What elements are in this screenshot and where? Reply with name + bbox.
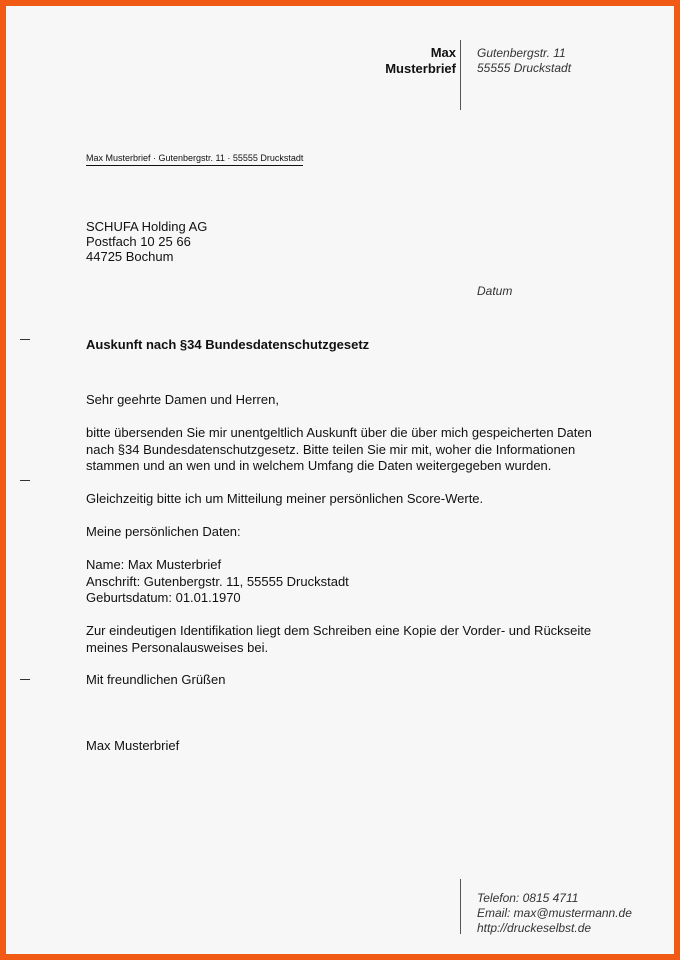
paragraph-identification (86, 623, 606, 656)
sender-address (477, 46, 571, 76)
paragraph-personal-data-heading: Meine persönlichen Daten: (86, 524, 241, 539)
paragraph-request (86, 425, 606, 475)
signature-name: Max Musterbrief (86, 738, 180, 753)
footer-email: Email: max@mustermann.de (477, 906, 632, 920)
return-address-line: Max Musterbrief · Gutenbergstr. 11 · 55555 Druckstadt (86, 153, 303, 166)
paragraph-line: meines Personalausweises bei. (86, 639, 269, 655)
paragraph-line: stammen und an wen und in welchem Umfang die Daten weitergegeben wurden. (86, 458, 552, 473)
paragraph-line: Zur eindeutigen Identifikation liegt dem Schreiben eine Kopie der Vorder- und Rückseite (86, 623, 592, 638)
letter-subject: Auskunft nach §34 Bundesdatenschutzgesetz (86, 337, 370, 352)
footer-contact (477, 891, 632, 936)
recipient-line-3: 44725 Bochum (86, 249, 174, 264)
closing: Mit freundlichen Grüßen (86, 672, 226, 687)
sender-street: Gutenbergstr. 11 (477, 46, 566, 60)
fold-mark-top (20, 339, 30, 340)
footer-phone: Telefon: 0815 4711 (477, 891, 579, 905)
paragraph-score: Gleichzeitig bitte ich um Mitteilung meiner persönlichen Score-Werte. (86, 491, 484, 506)
personal-birthdate: Geburtsdatum: 01.01.1970 (86, 590, 241, 605)
salutation: Sehr geehrte Damen und Herren, (86, 392, 279, 407)
sender-first-name: Max (430, 45, 456, 60)
recipient-line-1: SCHUFA Holding AG (86, 219, 208, 234)
fold-mark-bottom (20, 679, 30, 680)
paragraph-line: nach §34 Bundesdatenschutzgesetz. Bitte teilen Sie mir mit, woher die Informationen (86, 441, 576, 457)
sender-city: 55555 Druckstadt (477, 61, 572, 75)
header-divider (460, 40, 461, 110)
recipient-address (86, 219, 207, 264)
paragraph-line: bitte übersenden Sie mir unentgeltlich Auskunft über die über mich gespeicherten Daten (86, 425, 592, 440)
sender-last-name: Musterbrief (385, 61, 456, 76)
punch-mark (20, 480, 30, 481)
sender-name (336, 45, 456, 77)
letter-page (6, 6, 674, 954)
personal-name: Name: Max Musterbrief (86, 557, 222, 572)
date-label: Datum (477, 284, 513, 298)
personal-data-block (86, 557, 606, 607)
personal-address: Anschrift: Gutenbergstr. 11, 55555 Druckstadt (86, 573, 349, 589)
footer-website: http://druckeselbst.de (477, 921, 592, 935)
footer-divider (460, 879, 461, 934)
recipient-line-2: Postfach 10 25 66 (86, 234, 191, 249)
